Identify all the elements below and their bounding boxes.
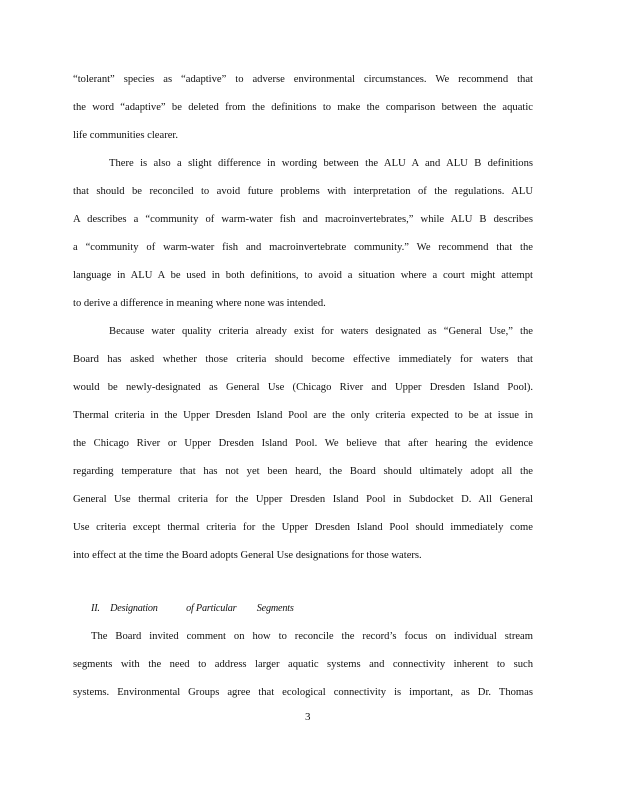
body-line: There is also a slight difference in wording between the ALU A and ALU B definitions bbox=[109, 158, 533, 169]
body-line: Because water quality criteria already exist for waters designated as “General Use,” the bbox=[109, 326, 533, 337]
section-heading-word: Designation bbox=[110, 603, 158, 614]
body-line: systems. Environmental Groups agree that ecological connectivity is important, as Dr. Thomas bbox=[73, 687, 533, 698]
body-line: General Use thermal criteria for the Upper Dresden Island Pool in Subdocket D. All General bbox=[73, 494, 533, 505]
body-line: Board has asked whether those criteria should become effective immediately for waters that bbox=[73, 354, 533, 365]
body-line: that should be reconciled to avoid future problems with interpretation of the regulations. ALU bbox=[73, 186, 533, 197]
body-line: The Board invited comment on how to reconcile the record’s focus on individual stream bbox=[91, 631, 533, 642]
body-line: a “community of warm-water fish and macroinvertebrate community.” We recommend that the bbox=[73, 242, 533, 253]
body-line: the word “adaptive” be deleted from the definitions to make the comparison between the aquatic bbox=[73, 102, 533, 113]
body-line: language in ALU A be used in both definitions, to avoid a situation where a court might attempt bbox=[73, 270, 533, 281]
section-heading bbox=[91, 602, 294, 615]
section-number: II. bbox=[91, 603, 100, 614]
body-line: the Chicago River or Upper Dresden Island Pool. We believe that after hearing the evidence bbox=[73, 438, 533, 449]
section-heading-word: Segments bbox=[256, 603, 294, 614]
body-line: would be newly-designated as General Use (Chicago River and Upper Dresden Island Pool). bbox=[73, 382, 533, 393]
body-line: life communities clearer. bbox=[73, 130, 179, 141]
body-line: “tolerant” species as “adaptive” to adverse environmental circumstances. We recommend that bbox=[73, 74, 533, 85]
body-line: A describes a “community of warm-water fish and macroinvertebrates,” while ALU B describes bbox=[73, 214, 533, 225]
section-heading-word: of Particular bbox=[186, 603, 237, 614]
body-line: into effect at the time the Board adopts General Use designations for those waters. bbox=[73, 550, 422, 561]
body-line: regarding temperature that has not yet been heard, the Board should ultimately adopt all the bbox=[73, 466, 533, 477]
body-line: segments with the need to address larger aquatic systems and connectivity inherent to such bbox=[73, 659, 533, 670]
body-line: to derive a difference in meaning where none was intended. bbox=[73, 298, 326, 309]
body-line: Thermal criteria in the Upper Dresden Island Pool are the only criteria expected to be at issue in bbox=[73, 410, 533, 421]
page-number: 3 bbox=[305, 711, 311, 723]
body-line: Use criteria except thermal criteria for the Upper Dresden Island Pool should immediately come bbox=[73, 522, 533, 533]
